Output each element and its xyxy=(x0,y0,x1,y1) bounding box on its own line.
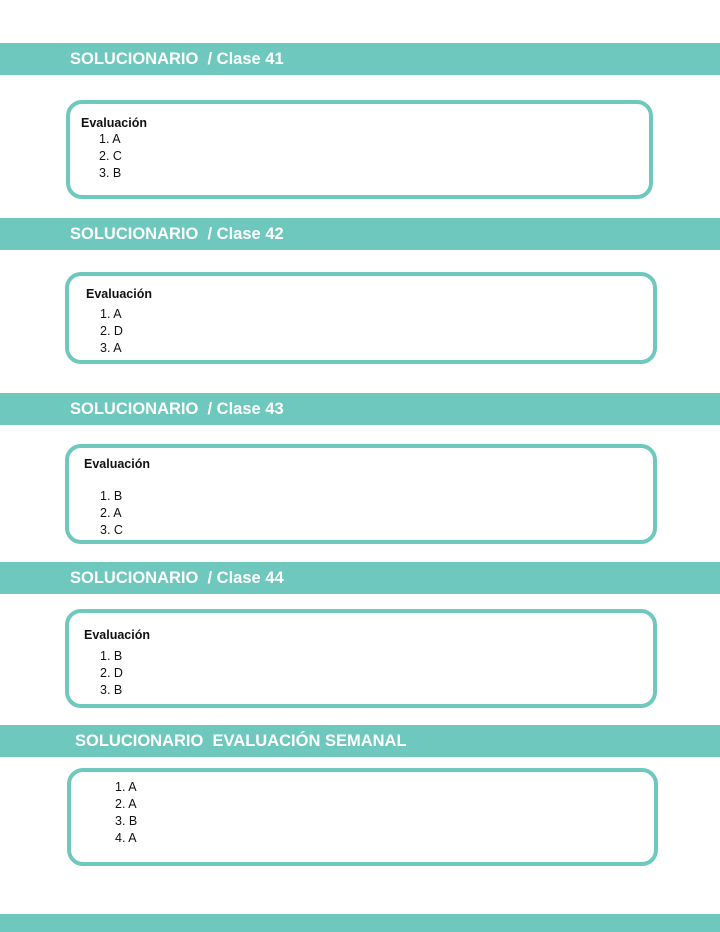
answer-item: 1. A xyxy=(99,132,121,146)
answer-item: 2. D xyxy=(100,324,123,338)
section-title: SOLUCIONARIO / Clase 43 xyxy=(70,400,284,418)
answer-box-clase-43 xyxy=(65,444,657,544)
evaluation-heading: Evaluación xyxy=(81,116,147,130)
answer-item: 3. A xyxy=(100,341,122,355)
answer-item: 2. D xyxy=(100,666,123,680)
evaluation-heading: Evaluación xyxy=(86,287,152,301)
answer-item: 3. C xyxy=(100,523,123,537)
section-banner-evaluacion-semanal xyxy=(0,725,720,757)
section-title: SOLUCIONARIO EVALUACIÓN SEMANAL xyxy=(75,732,407,750)
answer-item: 1. A xyxy=(100,307,122,321)
footer-bar xyxy=(0,914,720,932)
answer-list xyxy=(100,648,123,699)
answer-item: 1. B xyxy=(100,649,123,663)
answer-box-evaluacion-semanal xyxy=(67,768,658,866)
answer-item: 1. B xyxy=(100,489,123,503)
section-banner-clase-41 xyxy=(0,43,720,75)
answer-item: 3. B xyxy=(100,683,123,697)
evaluation-heading: Evaluación xyxy=(84,457,150,471)
section-title: SOLUCIONARIO / Clase 44 xyxy=(70,569,284,587)
answer-box-clase-44 xyxy=(65,609,657,708)
section-title: SOLUCIONARIO / Clase 41 xyxy=(70,50,284,68)
section-banner-clase-43 xyxy=(0,393,720,425)
evaluation-heading: Evaluación xyxy=(84,628,150,642)
answer-item: 2. A xyxy=(100,506,122,520)
answer-list xyxy=(100,306,123,357)
section-title: SOLUCIONARIO / Clase 42 xyxy=(70,225,284,243)
section-banner-clase-42 xyxy=(0,218,720,250)
answer-item: 3. B xyxy=(115,814,138,828)
answer-box-clase-42 xyxy=(65,272,657,364)
answer-list xyxy=(115,779,137,847)
answer-item: 2. C xyxy=(99,149,122,163)
answer-item: 2. A xyxy=(115,797,137,811)
answer-item: 3. B xyxy=(99,166,122,180)
answer-box-clase-41 xyxy=(66,100,653,199)
answer-list xyxy=(99,131,122,182)
answer-item: 4. A xyxy=(115,831,137,845)
section-banner-clase-44 xyxy=(0,562,720,594)
answer-list xyxy=(100,488,123,539)
answer-item: 1. A xyxy=(115,780,137,794)
